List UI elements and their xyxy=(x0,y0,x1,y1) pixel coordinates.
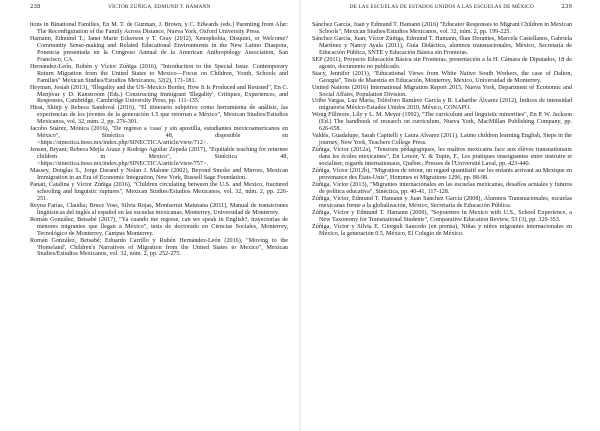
reference-entry: Román González, Betsabé; Eduardo Carrillo y Rubén Hernández-León (2016), "Moving to the 'Homeland', Children's Narratives of Migration from the United States to Mexico", Mexican Studies/Estudios Mexicanos, vol. 32, núm. 2, pp. 252-275. xyxy=(30,237,288,258)
left-page-number: 238 xyxy=(30,4,41,10)
right-page-number: 239 xyxy=(561,4,572,10)
reference-entry: SEP (2011), Proyecto Educación Básica sin Fronteras, presentación a la H. Cámara de Diputados, 18 de agosto, documento no publicado. xyxy=(312,56,572,70)
reference-entry: Jensen, Bryant; Rebeca Mejía Arauz y Rodrigo Aguilar Zepeda (2017), "Equitable teaching for returnee children in Mexico", Sinéctica 48, <https://sinectica.iteso.mx/index.php/SINECTICA/article/view/757>. xyxy=(30,147,288,168)
right-page xyxy=(300,0,600,431)
reference-entry: Hernández-León, Rubén y Víctor Zúñiga (2016), "Introduction to the Special Issue. Contemporary Return Migration from the United States to Mexico—Focus on Children, Youth, Schools and Families" Mexican Studies/Estudios Mexicanos, 32(2), 171-181. xyxy=(30,63,288,84)
reference-entry: United Nations (2016) International Migration Report 2015, Nueva York, Department of Economic and Social Affairs, Population Division. xyxy=(312,84,572,98)
reference-entry: Uribe Vargas, Luz María, Telésforo Ramírez García y B. Labarthe Álvarez (2012), Índices de intensidad migratoria México-Estados Unidos 2010, México, CONAPO. xyxy=(312,98,572,112)
reference-entry: Hirai, Shinji y Rebeca Sandoval (2016), "El itinerario subjetivo como herramienta de análisis, las experiencias de los jóvenes de la generación 1.5 que retornan a México", Mexican Studies/Estudios Mexicanos, vol. 32, núm. 2, pp. 276-301. xyxy=(30,105,288,126)
right-running-title: DE LAS ESCUELAS DE ESTADOS UNIDOS A LAS ESCUELAS DE MÉXICO xyxy=(349,4,534,10)
reference-entry: tions in Binational Families, En M. T. de Guzman, J. Brown, y C. Edwards (eds.) Parenting from Afar: The Reconfiguration of the Family Across Distance, Nueva York, Oxford University Press. xyxy=(30,22,288,35)
right-running-header xyxy=(312,4,572,13)
left-running-header xyxy=(30,4,288,13)
reference-entry: Wong Fillmore, Lily y L. M. Meyer (1992), "The curriculum and linguistic minorities", En P. W. Jackson (Ed.) The handbook of research on curriculum, Nueva York, MacMillan Publishing Company, pp. 626-658. xyxy=(312,112,572,133)
reference-entry: Heyman, Josiah (2013), "Illegality and the US–Mexico Border, How It Is Produced and Resisted", En C. Menjívar y D. Kanstroom (Eds.) Constructing Immigrant 'Illegality', Critiques, Experiences, and Responses, Cambridge, Cambridge University Press, pp. 111-135. xyxy=(30,84,288,105)
reference-entry: Zúñiga, Víctor (2012b), "Migration de retour, un regard quantitatif sur les enfants arrivant au Mexique en provenance des États-Unis", Hommes et Migrations 1296, pp. 88-98. xyxy=(312,168,572,181)
reference-entry: Sánchez García, Juan; Víctor Zúñiga, Edmund T. Hamann, Ilian Dorantes, Marcela Castellanos, Gabriela Martínez y Nancy Ayala (2011), Guía Didáctica, alumnos transnacionales, México, Secretaría de Educación Pública, SNTE y Educación Básica sin Fronteras. xyxy=(312,35,572,56)
reference-entry: Massey, Douglas S., Jorge Durand y Nolan J. Malone (2002), Beyond Smoke and Mirrors, Mexican Immigration in an Era of Economic Integration, New York, Russell Sage Foundation. xyxy=(30,168,288,181)
reference-entry: Zúñiga, Víctor y Silvia E. Giorguli Saucedo (en prensa), Niñas y niños migrantes internacionales en México, la generación 0.5, México, El Colegio de México. xyxy=(312,223,572,237)
reference-entry: Jacobo Suárez, Mónica (2016), "De regreso a 'casa' y sin apostilla, estudiantes mexicoamericanos en México", Sinéctica 48, disponible en <https://sinectica.iteso.mx/index.php/SINECTICA/article/view/712>. xyxy=(30,126,288,147)
reference-entry: Stacy, Jennifer (2011), "Educational Views from White Native South Workers, the case of Dalton, Georgia", Tesis de Maestría en Educación, Monterrey, Mexico, Universidad de Monterrey. xyxy=(312,70,572,84)
right-reference-list xyxy=(312,22,572,238)
reference-entry: Zúñiga, Víctor (2013), "Migrantes internacionales en las escuelas mexicanas, desafíos actuales y futuros de política educativa", Sinéctica, pp. 40-41, 117-128. xyxy=(312,181,572,195)
reference-entry: Reyna Farías, Claudia; Bruce Voss, Silvia Rojas, Montserrat Maturana (2011), Manual de transiciones lingüísticas del inglés al español en las escuelas mexicanas, Monterrey, Universidad de Monterrey. xyxy=(30,202,288,216)
left-running-title: VÍCTOR ZÚÑIGA, EDMUND T. HAMANN xyxy=(108,4,211,10)
reference-entry: Hamann, Edmund T.; Janet Marie Eckerson y T. Gray (2012), Xenophobia, Disquiet, or Welcome? Community Sense-making and Related Educational Environments in the New Latino Diaspora, Ponencia presentada en la Congreso Annual de la American Anthropology Association, San Francisco, CA. xyxy=(30,35,288,63)
reference-entry: Panait, Catalina y Víctor Zúñiga (2016), "Children circulating between the U.S. and Mexico, fractured schooling and linguistic ruptures", Mexican Studies/Estudios Mexicanos, vol. 32, núm. 2, pp. 226-251. xyxy=(30,181,288,202)
reference-entry: Valdés, Guadalupe, Sarah Capitelli y Laura Alvarez (2011), Latino children learning English, Steps in the journey, New York, Teachers College Press. xyxy=(312,133,572,147)
reference-entry: Román González, Betsabé (2017), "Ya cuando me regrese, can we speak in English?, trayectorias de menores migrantes que llegan a México", tesis de doctorado en Ciencias Sociales, Monterrey, Tecnológico de Monterrey, Campus Monterrey. xyxy=(30,216,288,237)
reference-entry: Zúñiga, Víctor, Edmund T. Hamann y Juan Sánchez García (2008), Alumnos Transnacionales, escuelas mexicanas frente a la globalización, México, Secretaría de Educación Pública. xyxy=(312,195,572,209)
left-reference-list xyxy=(30,22,288,258)
reference-entry: Sánchez García, Juan y Edmund T. Hamann (2016) "Educator Responses to Migrant Children in Mexican Schools", Mexican Studies/Estudios Mexicanos, vol. 32, núm. 2, pp. 199-225. xyxy=(312,22,572,35)
reference-entry: Zúñiga, Víctor y Edmund T. Hamann (2009), "Sojourners in Mexico with U.S., School Experience, a New Taxonomy for Transnational Students", Comparative Education Review, 53 (3), pp. 329-353. xyxy=(312,209,572,223)
reference-entry: Zúñiga, Víctor (2012a), "Tensions pédagogiques, les maîtres mexicains face aux élèves transnationaux dans les écoles mexicaines", En Lenoir, Y. & Tupin, F., Les pratiques enseignantes entre instruire et socialiser, regards internationaux, Québec, Presses de l'Université Laval, pp. 423-440. xyxy=(312,147,572,168)
